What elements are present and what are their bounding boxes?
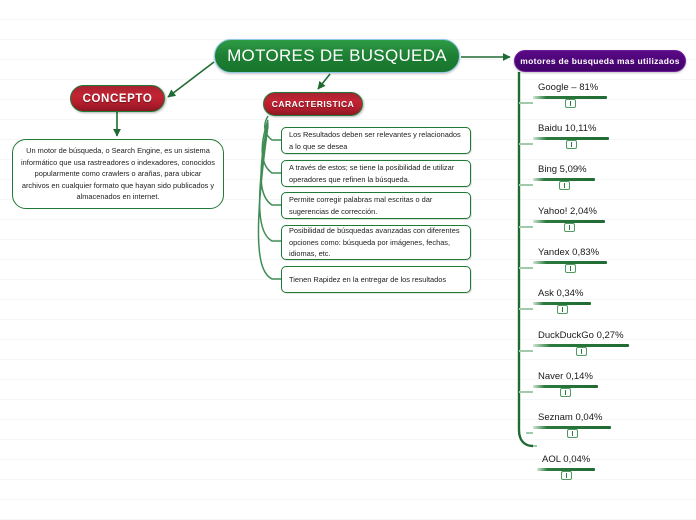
caracteristica-item-text: Posibilidad de búsquedas avanzadas con diferentes opciones como: búsqueda por imágenes, fechas, idiomas, etc. (289, 225, 460, 259)
note-icon[interactable] (559, 181, 570, 190)
note-icon[interactable] (576, 347, 587, 356)
caracteristica-item-box[interactable] (281, 266, 471, 293)
engine-label: DuckDuckGo 0,27% (538, 330, 624, 341)
branch-node-mas-utilizados[interactable] (514, 50, 686, 72)
note-icon[interactable] (557, 305, 568, 314)
note-icon[interactable] (561, 471, 572, 480)
central-node[interactable] (214, 39, 460, 73)
engine-label: Naver 0,14% (538, 371, 593, 382)
note-icon[interactable] (565, 264, 576, 273)
caracteristica-item-text: A través de estos; se tiene la posibilidad de utilizar operadores que refinen la búsqueda. (289, 162, 455, 184)
note-icon[interactable] (567, 429, 578, 438)
caracteristica-item-box[interactable] (281, 192, 471, 219)
caracteristica-item-box[interactable] (281, 127, 471, 154)
caracteristica-item-text: Los Resultados deben ser relevantes y relacionados a lo que se desea (289, 129, 461, 151)
branch-node-caracteristica-label: CARACTERISTICA (271, 99, 355, 109)
engine-label: Yandex 0,83% (538, 247, 600, 258)
caracteristica-item-box[interactable] (281, 225, 471, 260)
engine-label: Bing 5,09% (538, 164, 587, 175)
engine-label: AOL 0,04% (542, 454, 591, 465)
engine-label: Google – 81% (538, 82, 599, 93)
note-icon[interactable] (560, 388, 571, 397)
engine-label: Seznam 0,04% (538, 412, 603, 423)
caracteristica-item-box[interactable] (281, 160, 471, 187)
caracteristica-item-text: Permite corregir palabras mal escritas o dar sugerencias de corrección. (289, 194, 433, 216)
caracteristica-item-text: Tienen Rapidez en la entregar de los resultados (289, 274, 447, 284)
central-node-label: MOTORES DE BUSQUEDA (227, 46, 447, 65)
engine-label: Ask 0,34% (538, 288, 584, 299)
concepto-description-text: Un motor de búsqueda, o Search Engine, es un sistema informático que usa rastreadores o indexadores, conocidos popularmente como crawlers o arañas, para ubicar archivos en cualquier formato que hayan sido publicados y almacenados en internet. (21, 146, 215, 202)
branch-node-caracteristica[interactable] (263, 92, 363, 116)
concepto-description-box (12, 139, 224, 209)
branch-node-concepto[interactable] (70, 85, 165, 112)
branch-node-mas-utilizados-label: motores de busqueda mas utilizados (520, 56, 680, 66)
engine-label: Baidu 10,11% (538, 123, 597, 134)
note-icon[interactable] (566, 140, 577, 149)
note-icon[interactable] (565, 99, 576, 108)
branch-node-concepto-label: CONCEPTO (82, 92, 153, 105)
engine-label: Yahoo! 2,04% (538, 206, 597, 217)
note-icon[interactable] (564, 223, 575, 232)
